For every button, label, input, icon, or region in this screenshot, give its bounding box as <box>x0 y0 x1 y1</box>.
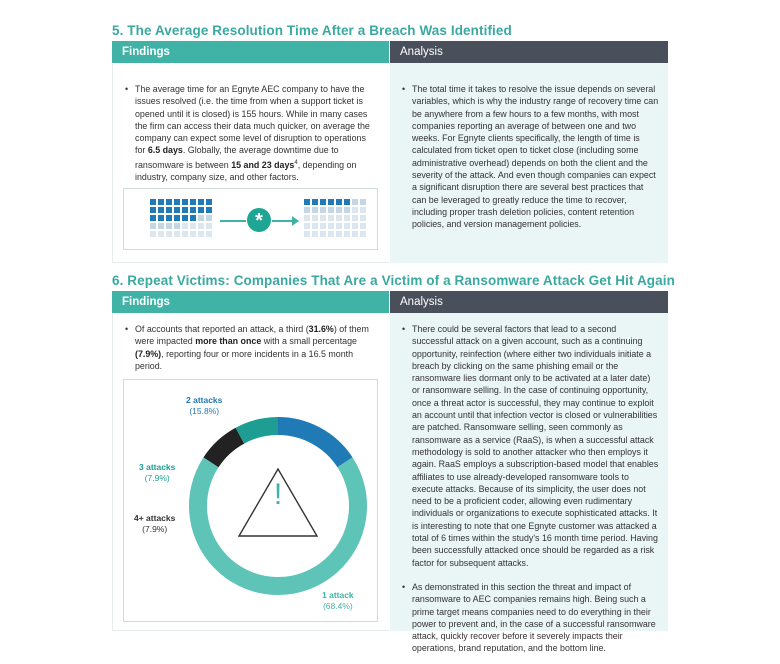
calendar-cell <box>336 215 342 221</box>
calendar-cell <box>344 199 350 205</box>
calendar-cell <box>304 207 310 213</box>
calendar-cell <box>150 199 156 205</box>
analysis-header: Analysis <box>390 291 668 313</box>
calendar-cell <box>304 223 310 229</box>
calendar-cell <box>150 207 156 213</box>
calendar-cell <box>328 215 334 221</box>
findings-header: Findings <box>112 41 389 63</box>
donut-slice-2-attacks <box>278 426 345 462</box>
calendar-cell <box>336 207 342 213</box>
calendar-cell <box>336 199 342 205</box>
analysis-panel-5 <box>390 63 668 263</box>
donut-chart <box>124 380 377 621</box>
calendar-cell <box>190 199 196 205</box>
arrow-line <box>220 220 246 222</box>
calendar-cell <box>344 215 350 221</box>
slice-label-3-attacks: 3 attacks (7.9%) <box>139 462 176 483</box>
donut-slice-4-attacks <box>211 436 240 463</box>
warning-mark: ! <box>273 478 283 511</box>
calendar-cell <box>190 231 196 237</box>
section-5-title: 5. The Average Resolution Time After a Breach Was Identified <box>112 23 512 38</box>
calendar-cell <box>304 199 310 205</box>
calendar-cell <box>158 207 164 213</box>
calendar-cell <box>320 215 326 221</box>
arrow-line <box>272 220 294 222</box>
analysis-header: Analysis <box>390 41 668 63</box>
calendar-cell <box>344 207 350 213</box>
calendar-cell <box>198 207 204 213</box>
calendar-cell <box>352 207 358 213</box>
calendar-cell <box>190 207 196 213</box>
calendar-cell <box>190 223 196 229</box>
asterisk-icon: * <box>247 208 271 232</box>
calendar-cell <box>312 231 318 237</box>
calendar-cell <box>166 231 172 237</box>
calendar-cell <box>320 231 326 237</box>
calendar-cell <box>328 223 334 229</box>
calendar-cell <box>158 199 164 205</box>
analysis-bullet: • The total time it takes to resolve the issue depends on several variables, which is why the industry range of recovery time can be anywhere from a few hours to a few months, with most companies reporting an average of between one and two weeks. For Egnyte clients specifically, the length of time is calculated from ticket open to ticket close (including some administrative overhead) depends on both the client and the severity of the attack. And even though companies can expect a significant disruption there are several best practices that can be leveraged to greatly reduce the time to recover, including proper trash deletion policies, content retention policies, and version management policies. <box>402 83 660 231</box>
calendar-cell <box>190 215 196 221</box>
calendar-cell <box>328 231 334 237</box>
calendar-cell <box>158 215 164 221</box>
calendar-cell <box>352 223 358 229</box>
findings-bullet: • The average time for an Egnyte AEC company to have the issues resolved (i.e. the time from when a support ticket is opened until it is closed) is 155 hours. While in many cases the firm can access their data much quicker, on average the company can expect some level of disruption to operations for 6.5 days. Globally, the average downtime due to ransomware is between 15 and 23 days$^4$, depending on industry, company size, and other factors. <box>125 83 377 183</box>
slice-label-4-attacks: 4+ attacks (7.9%) <box>134 513 176 534</box>
calendar-cell <box>182 215 188 221</box>
calendar-cell <box>174 199 180 205</box>
analysis-bullet: • As demonstrated in this section the threat and impact of ransomware to AEC companies remains high. Being such a prime target means companies need to do everything in their power to prevent and, in the case of a successful ransomware attack, quickly recover before it severely impacts their operations, brand reputation, and the bottom line. <box>402 581 660 655</box>
calendar-cell <box>344 223 350 229</box>
findings-panel-6 <box>112 313 389 631</box>
calendar-cell <box>206 215 212 221</box>
donut-slice-3-attacks <box>240 426 278 436</box>
calendar-cell <box>182 207 188 213</box>
calendar-cell <box>158 223 164 229</box>
calendar-grid-after <box>304 199 366 237</box>
calendar-cell <box>352 199 358 205</box>
calendar-cell <box>150 223 156 229</box>
calendar-cell <box>166 223 172 229</box>
section-6-title: 6. Repeat Victims: Companies That Are a Victim of a Ransomware Attack Get Hit Again <box>112 273 675 288</box>
analysis-panel-6 <box>390 313 668 654</box>
calendar-cell <box>360 207 366 213</box>
calendar-cell <box>198 231 204 237</box>
calendar-cell <box>182 223 188 229</box>
calendar-cell <box>182 231 188 237</box>
calendar-cell <box>360 215 366 221</box>
calendar-cell <box>158 231 164 237</box>
calendar-cell <box>198 215 204 221</box>
analysis-bullet: • There could be several factors that lead to a second successful attack on a given account, such as a continuing opportunity, reinfection (where either two individuals initiate a breach by clicking on the same phishing email or the ransomware lies dormant only to be activated at a later date) or ransomware selling. In the case of continuing opportunity, once a threat actor is successful, they may continue to exploit an account until that infection vector is closed or vulnerabilities are patched. Ransomware selling, seen commonly as ransomware as a service (RaaS), is when a successful attack methodology is sold to another attacker who then employs it again. RaaS employs a subscription-based model that enables affiliates to use already-developed ransomware tools to execute attacks. Because of its simplicity, the user does not need to be a proficient coder, allowing even rudimentary individuals or organizations to execute sophisticated attacks. It is interesting to note that one Egnyte customer was attacked a total of 6 times within the study's 16 month time period. Having been successfully attacked once should be regarded as a risk factor for subsequent attacks. <box>402 323 660 569</box>
arrow-head-icon <box>292 216 299 226</box>
calendar-cell <box>360 231 366 237</box>
calendar-cell <box>198 199 204 205</box>
calendar-cell <box>336 231 342 237</box>
findings-header: Findings <box>112 291 389 313</box>
calendar-cell <box>174 231 180 237</box>
calendar-cell <box>206 207 212 213</box>
calendar-cell <box>352 215 358 221</box>
calendar-cell <box>360 199 366 205</box>
calendar-cell <box>206 199 212 205</box>
calendar-cell <box>174 207 180 213</box>
calendar-cell <box>174 215 180 221</box>
calendar-cell <box>304 231 310 237</box>
findings-bullet: • Of accounts that reported an attack, a third (31.6%) of them were impacted more than once with a small percentage (7.9%), reporting four or more incidents in a 16.5 month period. <box>125 323 381 372</box>
calendar-cell <box>328 199 334 205</box>
calendar-cell <box>166 215 172 221</box>
calendar-cell <box>150 215 156 221</box>
calendar-cell <box>166 207 172 213</box>
calendar-cell <box>320 199 326 205</box>
calendar-cell <box>198 223 204 229</box>
calendar-cell <box>320 207 326 213</box>
calendar-cell <box>344 231 350 237</box>
calendar-cell <box>328 207 334 213</box>
attack-chart-box <box>123 379 378 622</box>
calendar-cell <box>304 215 310 221</box>
resolution-illustration <box>123 188 378 250</box>
calendar-cell <box>336 223 342 229</box>
findings-panel-5 <box>112 63 389 263</box>
calendar-cell <box>182 199 188 205</box>
calendar-cell <box>312 199 318 205</box>
calendar-cell <box>174 223 180 229</box>
calendar-cell <box>206 231 212 237</box>
calendar-grid-before <box>150 199 212 237</box>
calendar-cell <box>312 215 318 221</box>
calendar-cell <box>312 207 318 213</box>
calendar-cell <box>320 223 326 229</box>
calendar-cell <box>206 223 212 229</box>
calendar-cell <box>312 223 318 229</box>
calendar-cell <box>166 199 172 205</box>
slice-label-1-attack: 1 attack (68.4%) <box>322 590 354 611</box>
slice-label-2-attacks: 2 attacks (15.8%) <box>186 395 223 416</box>
calendar-cell <box>150 231 156 237</box>
calendar-cell <box>352 231 358 237</box>
calendar-cell <box>360 223 366 229</box>
